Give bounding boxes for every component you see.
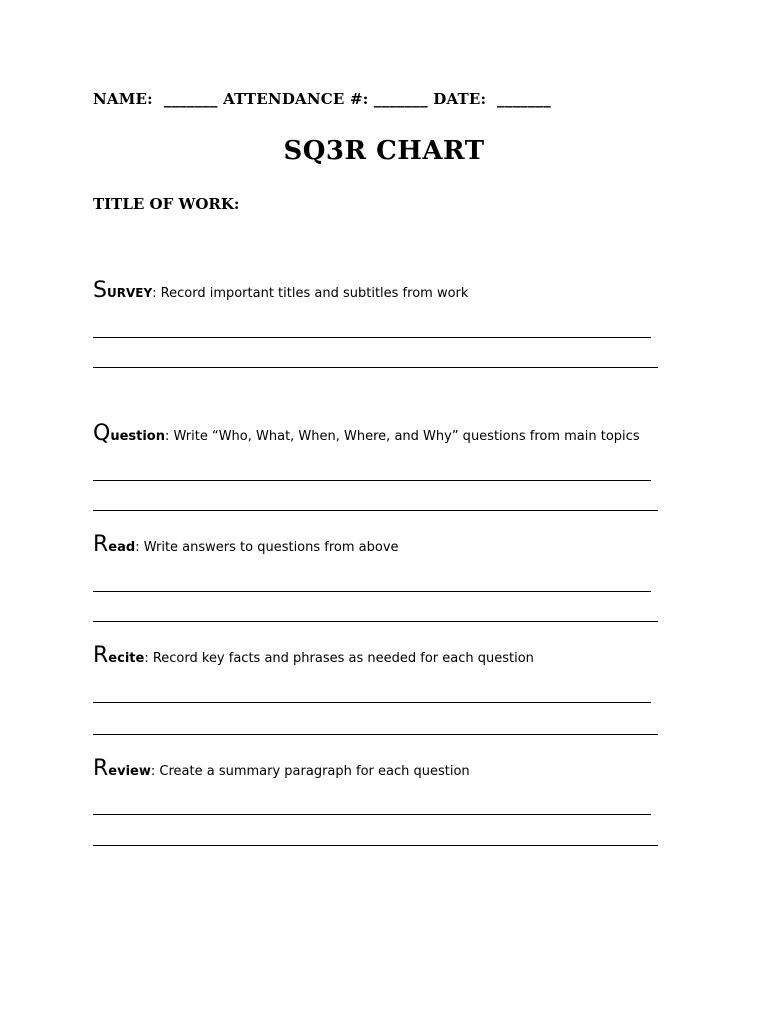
section-survey-initial: S: [93, 278, 107, 303]
survey-answer-line-2[interactable]: [93, 367, 658, 368]
section-read: [93, 532, 693, 557]
survey-answer-line-1[interactable]: [93, 337, 651, 338]
question-answer-line-1[interactable]: [93, 480, 651, 481]
review-answer-line-2[interactable]: [93, 845, 658, 846]
student-info-line: NAME: _______ ATTENDANCE #: _______ DATE: _______: [93, 90, 551, 108]
review-answer-line-1[interactable]: [93, 814, 651, 815]
section-survey: [93, 278, 693, 303]
section-review-word: eview: [108, 764, 151, 779]
section-recite-heading: [93, 643, 534, 668]
section-survey-word: URVEY: [106, 286, 153, 300]
page-title: SQ3R CHART: [283, 136, 485, 166]
section-read-instruction: : Write answers to questions from above: [135, 540, 399, 555]
section-recite-instruction: : Record key facts and phrases as needed for each question: [144, 651, 534, 666]
section-review-heading: [93, 756, 470, 781]
section-review-instruction: : Create a summary paragraph for each question: [150, 764, 470, 779]
section-survey-heading: [93, 278, 469, 303]
section-recite-word: ecite: [108, 651, 145, 666]
section-question: [93, 421, 693, 446]
section-question-word: uestion: [110, 429, 165, 444]
section-question-instruction: : Write “Who, What, When, Where, and Why” questions from main topics: [165, 429, 640, 444]
section-recite: [93, 643, 693, 668]
question-answer-line-2[interactable]: [93, 510, 658, 511]
read-answer-line-1[interactable]: [93, 591, 651, 592]
section-read-initial: R: [93, 532, 109, 557]
recite-answer-line-2[interactable]: [93, 734, 658, 735]
section-review: [93, 756, 693, 781]
title-of-work-label: TITLE OF WORK:: [93, 195, 240, 213]
section-review-initial: R: [93, 756, 109, 781]
read-answer-line-2[interactable]: [93, 621, 658, 622]
section-survey-instruction: : Record important titles and subtitles from work: [152, 286, 469, 301]
section-question-heading: [93, 421, 640, 446]
section-read-heading: [93, 532, 399, 557]
recite-answer-line-1[interactable]: [93, 702, 651, 703]
section-read-word: ead: [108, 540, 136, 555]
section-recite-initial: R: [93, 643, 109, 668]
section-question-initial: Q: [93, 421, 111, 446]
